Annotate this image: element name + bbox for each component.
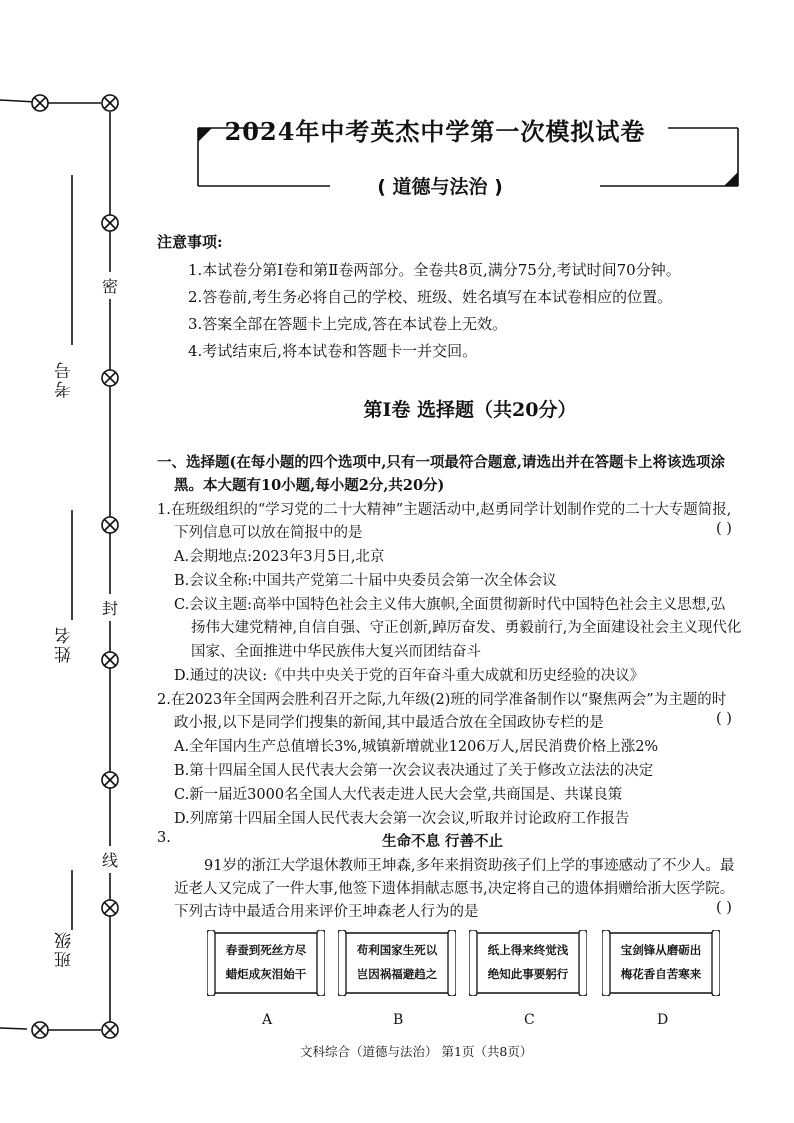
note-item: 1.本试卷分第Ⅰ卷和第Ⅱ卷两部分。全卷共8页,满分75分,考试时间70分钟。 — [188, 261, 681, 279]
option-label-c: C — [524, 1012, 535, 1028]
section-instruction-cont: 黑。本大题有10小题,每小题2分,共20分) — [174, 477, 445, 494]
q1-answer-paren: ( ) — [716, 521, 732, 537]
note-item: 3.答案全部在答题卡上完成,答在本试卷上无效。 — [188, 315, 508, 333]
q1-stem-cont: 下列信息可以放在简报中的是 — [174, 525, 363, 541]
q3-material-cont: 近老人又完成了一件大事,他签下遗体捐献志愿书,决定将自己的遗体捐赠给浙大医学院。 — [174, 881, 735, 897]
note-item: 4.考试结束后,将本试卷和答题卡一并交回。 — [188, 342, 478, 360]
poem-line: 纸上得来终觉浅 — [487, 943, 569, 957]
page-footer: 文科综合（道德与法治） 第1页（共8页） — [300, 1044, 533, 1059]
exam-subject: ( 道德与法治 ) — [377, 176, 503, 198]
exam-title: 2024年中考英杰中学第一次模拟试卷 — [224, 117, 646, 146]
q3-answer-paren: ( ) — [716, 900, 732, 916]
q3-material-heading: 生命不息 行善不止 — [382, 833, 504, 850]
class-label: 班级 — [55, 930, 75, 968]
seal-feng: 封 — [102, 594, 118, 621]
q3-question: 下列古诗中最适合用来评价王坤森老人行为的是 — [174, 904, 479, 920]
seal-mi: 密 — [102, 272, 118, 299]
q2-option-b: B.第十四届全国人民代表大会第一次会议表决通过了关于修改立法法的决定 — [174, 763, 654, 779]
q2-option-d: D.列席第十四届全国人民代表大会第一次会议,听取并讨论政府工作报告 — [174, 811, 630, 827]
seal-circle — [32, 95, 48, 111]
scroll-option-d — [602, 930, 720, 996]
q1-option-a: A.会期地点:2023年3月5日,北京 — [174, 549, 385, 565]
scroll-option-b — [338, 930, 456, 996]
q2-option-c: C.新一届近3000名全国人大代表走进人民大会堂,共商国是、共谋良策 — [174, 787, 623, 803]
option-label-a: A — [262, 1012, 273, 1028]
q2-stem-cont: 政小报,以下是同学们搜集的新闻,其中最适合放在全国政协专栏的是 — [174, 715, 604, 731]
option-label-d: D — [657, 1012, 669, 1028]
section-instruction: 一、选择题(在每小题的四个选项中,只有一项最符合题意,请选出并在答题卡上将该选项涂 — [157, 454, 725, 471]
q3-number: 3. — [157, 830, 171, 846]
binding-line — [0, 0, 160, 1123]
q1-stem: 1.在班级组织的“学习党的二十大精神”主题活动中,赵勇同学计划制作党的二十大专题简报, — [157, 502, 732, 518]
poem-line: 绝知此事要躬行 — [487, 967, 569, 981]
poem-line: 蜡炬成灰泪始干 — [225, 967, 307, 981]
poem-line: 岂因祸福避趋之 — [356, 967, 438, 981]
q1-option-c: C.会议主题:高举中国特色社会主义伟大旗帜,全面贯彻新时代中国特色社会主义思想,弘 — [174, 597, 726, 613]
q1-option-d: D.通过的决议:《中共中央关于党的百年奋斗重大成就和历史经验的决议》 — [174, 668, 645, 684]
poem-line: 梅花香自苦寒来 — [620, 967, 702, 981]
poem-line: 春蚕到死丝方尽 — [225, 943, 307, 957]
poem-line: 宝剑锋从磨砺出 — [620, 943, 702, 957]
notes-heading: 注意事项: — [157, 233, 223, 251]
q1-option-c-cont2: 国家、全面推进中华民族伟大复兴而团结奋斗 — [191, 644, 481, 660]
scroll-option-c — [469, 930, 587, 996]
q2-stem: 2.在2023年全国两会胜利召开之际,九年级(2)班的同学准备制作以“聚焦两会”为主题的时 — [157, 692, 727, 708]
q1-option-b: B.会议全称:中国共产党第二十届中央委员会第一次全体会议 — [174, 573, 557, 589]
q2-option-a: A.全年国内生产总值增长3%,城镇新增就业1206万人,居民消费价格上涨2% — [174, 739, 659, 755]
part-one-title: 第Ⅰ卷 选择题（共20分） — [363, 399, 577, 421]
q1-option-c-cont: 扬伟大建党精神,自信自强、守正创新,踔厉奋发、勇毅前行,为全面建设社会主义现代化 — [191, 620, 742, 636]
option-label-b: B — [393, 1012, 404, 1028]
scroll-option-a — [207, 930, 325, 996]
exam-number-label: 考号 — [55, 360, 75, 398]
seal-xian: 线 — [102, 846, 118, 873]
note-item: 2.答卷前,考生务必将自己的学校、班级、姓名填写在本试卷相应的位置。 — [188, 288, 673, 306]
q2-answer-paren: ( ) — [716, 711, 732, 727]
poem-line: 苟利国家生死以 — [356, 943, 438, 957]
q3-material: 91岁的浙江大学退休教师王坤森,多年来捐资助孩子们上学的事迹感动了不少人。最 — [204, 858, 735, 874]
name-label: 姓名 — [55, 625, 75, 663]
